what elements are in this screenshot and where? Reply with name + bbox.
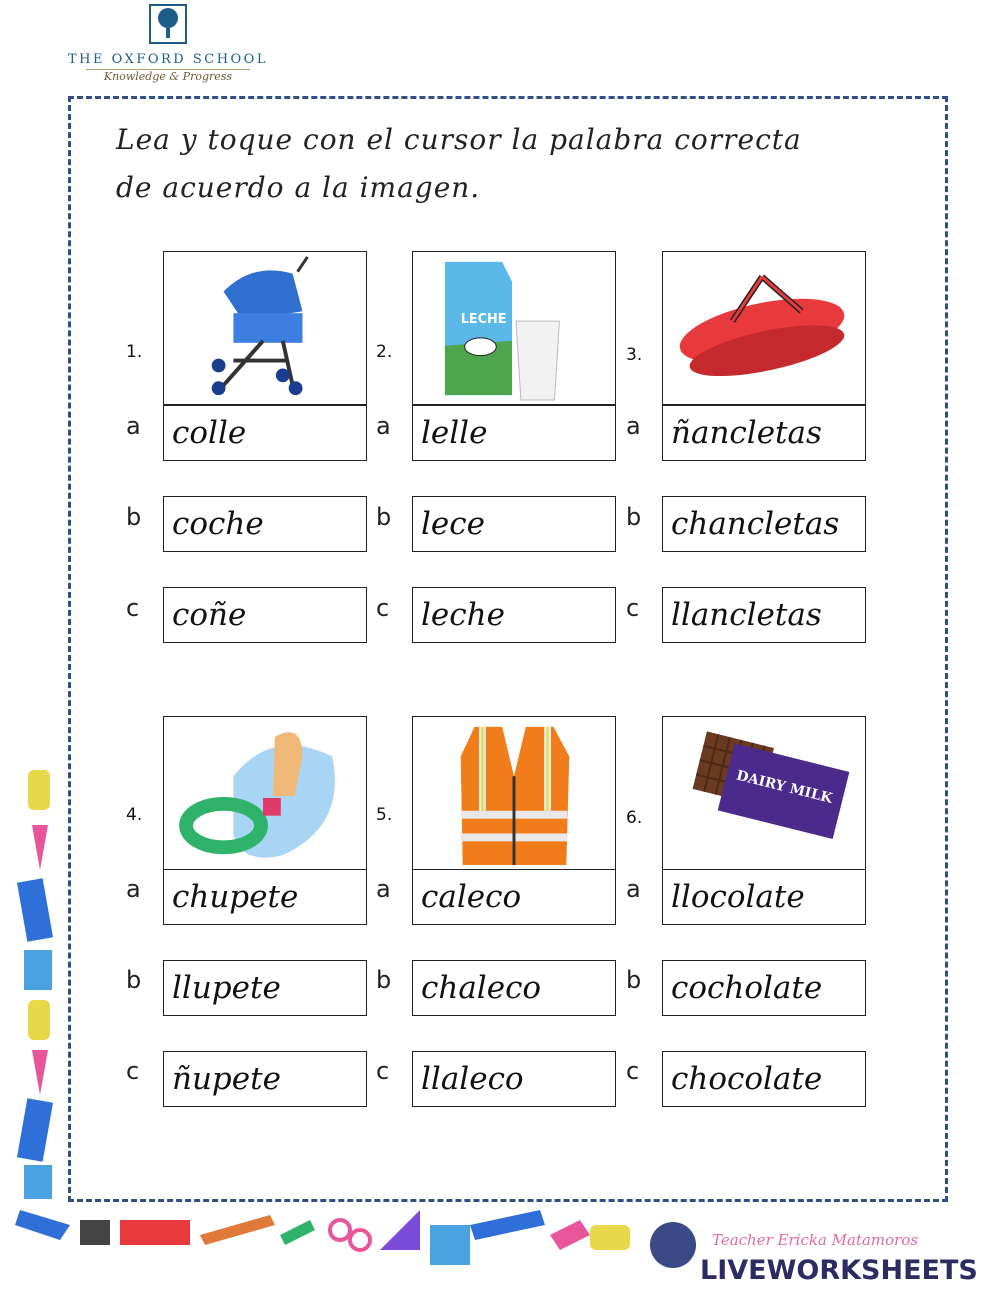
q1-option-a[interactable]: colle xyxy=(163,405,367,461)
option-letter: c xyxy=(376,594,390,622)
liveworksheets-brand: LIVEWORKSHEETS xyxy=(700,1255,978,1286)
option-letter: a xyxy=(126,875,141,903)
option-letter: c xyxy=(376,1057,390,1085)
q3-option-c[interactable]: llancletas xyxy=(662,587,866,643)
instructions-line-2: de acuerdo a la imagen. xyxy=(116,171,481,204)
q4-option-c[interactable]: ñupete xyxy=(163,1051,367,1107)
option-letter: a xyxy=(376,412,391,440)
option-letter: b xyxy=(126,503,142,531)
stroller-icon xyxy=(164,252,366,404)
question-6-number: 6. xyxy=(626,808,643,828)
option-letter: b xyxy=(126,966,142,994)
safety-vest-icon xyxy=(413,717,615,869)
q5-option-a[interactable]: caleco xyxy=(412,869,616,925)
flip-flops-icon xyxy=(663,252,865,404)
school-name: THE OXFORD SCHOOL xyxy=(68,52,268,67)
question-3-number: 3. xyxy=(626,345,643,365)
instructions xyxy=(116,116,916,212)
chocolate-bar-icon xyxy=(663,717,865,869)
milk-label: LECHE xyxy=(460,312,507,328)
milk-carton-icon xyxy=(413,252,615,404)
question-1-picture xyxy=(163,251,367,405)
pacifier-icon xyxy=(164,717,366,869)
question-4-number: 4. xyxy=(126,805,143,825)
school-logo xyxy=(58,4,278,90)
q2-option-b[interactable]: lece xyxy=(412,496,616,552)
q6-option-c[interactable]: chocolate xyxy=(662,1051,866,1107)
question-2-number: 2. xyxy=(376,342,393,362)
question-4-picture xyxy=(163,716,367,870)
tree-icon xyxy=(149,4,187,44)
instructions-line-1: Lea y toque con el cursor la palabra correcta xyxy=(116,123,802,156)
q4-option-a[interactable]: chupete xyxy=(163,869,367,925)
q5-option-c[interactable]: llaleco xyxy=(412,1051,616,1107)
option-letter: b xyxy=(376,503,392,531)
option-letter: c xyxy=(626,1057,640,1085)
school-motto: Knowledge & Progress xyxy=(86,69,250,83)
option-letter: b xyxy=(626,966,642,994)
question-2-picture xyxy=(412,251,616,405)
option-letter: c xyxy=(626,594,640,622)
option-letter: c xyxy=(126,1057,140,1085)
question-5-number: 5. xyxy=(376,805,393,825)
q4-option-b[interactable]: llupete xyxy=(163,960,367,1016)
option-letter: c xyxy=(126,594,140,622)
q2-option-c[interactable]: leche xyxy=(412,587,616,643)
q3-option-b[interactable]: chancletas xyxy=(662,496,866,552)
option-letter: a xyxy=(126,412,141,440)
question-3-picture xyxy=(662,251,866,405)
option-letter: b xyxy=(626,503,642,531)
q6-option-b[interactable]: cocholate xyxy=(662,960,866,1016)
option-letter: b xyxy=(376,966,392,994)
q1-option-b[interactable]: coche xyxy=(163,496,367,552)
option-letter: a xyxy=(626,875,641,903)
q1-option-c[interactable]: coñe xyxy=(163,587,367,643)
school-supplies-border-icon xyxy=(14,770,62,1200)
question-5-picture xyxy=(412,716,616,870)
q6-option-a[interactable]: llocolate xyxy=(662,869,866,925)
question-1-number: 1. xyxy=(126,342,143,362)
question-6-picture xyxy=(662,716,866,870)
q3-option-a[interactable]: ñancletas xyxy=(662,405,866,461)
option-letter: a xyxy=(626,412,641,440)
teacher-credit: Teacher Ericka Matamoros xyxy=(712,1231,919,1249)
liveworksheets-logo-icon xyxy=(650,1222,696,1268)
chocolate-label: DAIRY MILK xyxy=(734,767,834,807)
q2-option-a[interactable]: lelle xyxy=(412,405,616,461)
option-letter: a xyxy=(376,875,391,903)
q5-option-b[interactable]: chaleco xyxy=(412,960,616,1016)
